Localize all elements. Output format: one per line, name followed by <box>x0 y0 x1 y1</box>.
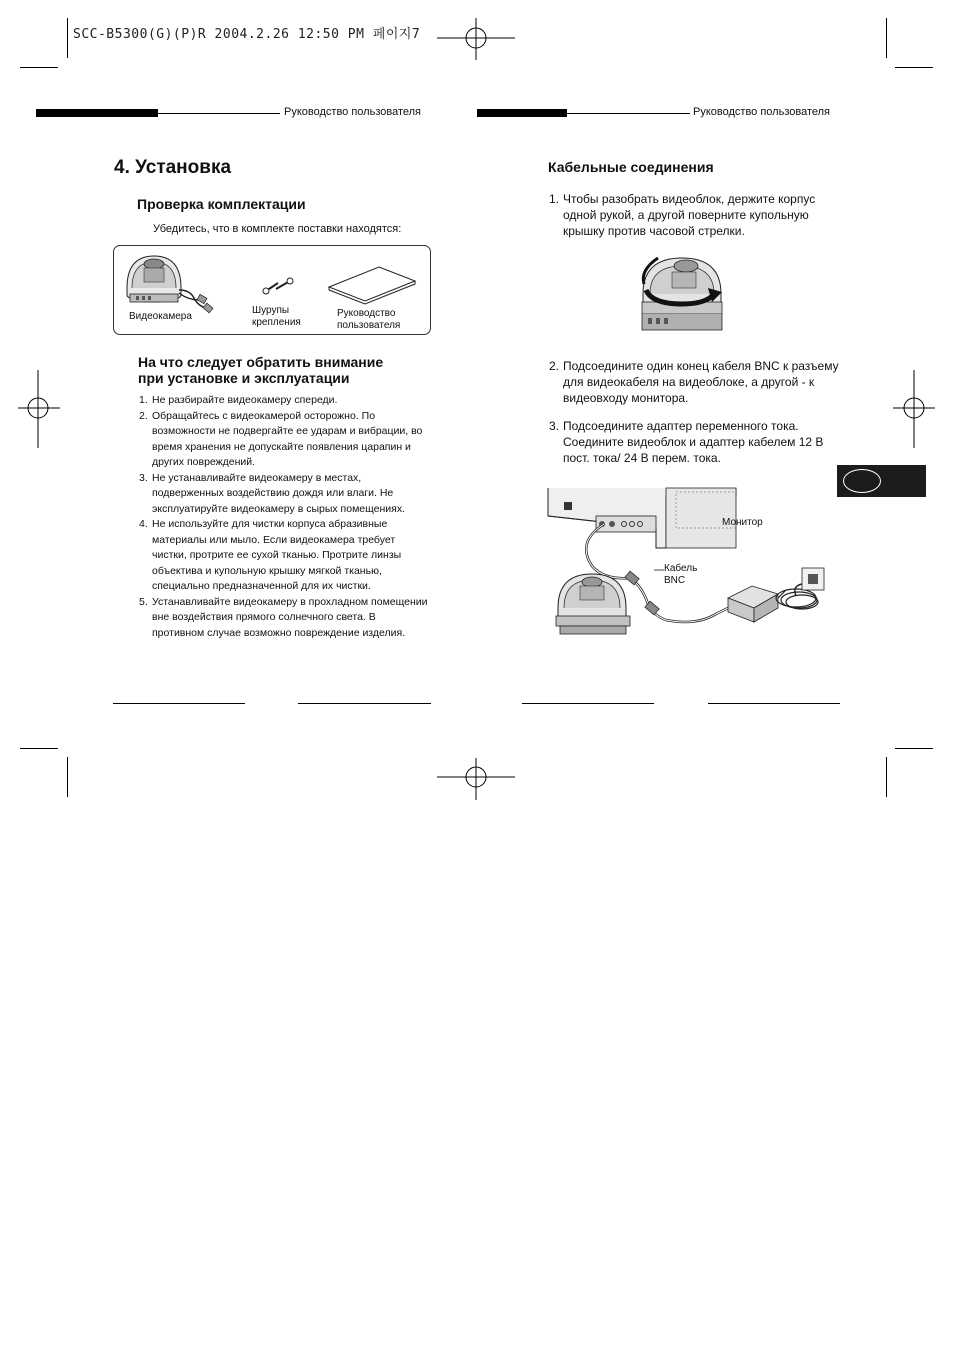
chapter-tab-oval <box>843 469 881 493</box>
list-item: 1. Не разбирайте видеокамеру спереди. <box>139 394 338 406</box>
chapter-tab <box>837 465 926 497</box>
section-heading-notes <box>138 354 383 386</box>
steps-list-2 <box>549 358 839 406</box>
item-label-manual: Руководство пользователя <box>337 308 401 331</box>
registration-mark-icon <box>18 370 60 448</box>
list-item: 2. Подсоедините один конец кабеля BNC к разъему для видеокабеля на видеоблоке, а другой - к видеовходу монитора. <box>549 359 839 405</box>
monitor-label: Монитор <box>722 517 763 528</box>
bnc-cable-label <box>664 563 697 587</box>
header-rule <box>158 113 280 114</box>
item-label-screws: Шурупы крепления <box>252 305 301 328</box>
section-heading-check: Проверка комплектации <box>137 196 306 212</box>
section-heading-cables: Кабельные соединения <box>548 159 714 175</box>
bnc-cable-label-line1: Кабель <box>664 563 698 574</box>
print-slug: SCC-B5300(G)(P)R 2004.2.26 12:50 PM 페이지7 <box>73 27 421 42</box>
list-item: 1. Чтобы разобрать видеоблок, держите корпус одной рукой, а другой поверните купольную крышку против часовой стрелки. <box>549 192 816 238</box>
footer-rule <box>522 703 654 704</box>
list-item: 3. Подсоедините адаптер переменного тока. Соедините видеоблок и адаптер кабелем 12 В пост. тока/ 24 В перем. тока. <box>549 419 824 465</box>
item-label-camera: Видеокамера <box>129 311 192 322</box>
monitor-icon <box>548 488 736 548</box>
header-rule <box>567 113 690 114</box>
notes-heading-line2: при установке и эксплуатации <box>138 370 350 386</box>
footer-rule <box>708 703 840 704</box>
list-item: 5. Устанавливайте видеокамеру в прохладном помещении вне воздействия прямого солнечного света. В противном случае возможно повреждение изделия. <box>139 595 428 639</box>
list-item: 3. Не устанавливайте видеокамеру в местах, подверженных воздействию дождя или влаги. Не эксплуатируйте видеокамеру в сырых помещениях. <box>139 471 405 515</box>
dome-camera-icon <box>124 250 216 318</box>
crop-mark <box>886 757 887 797</box>
screws-icon <box>262 277 294 297</box>
notes-heading-line1: На что следует обратить внимание <box>138 354 384 370</box>
crop-mark <box>886 18 887 58</box>
crop-mark <box>67 18 68 58</box>
manual-icon <box>327 263 417 305</box>
check-intro: Убедитесь, что в комплекте поставки находятся: <box>153 223 402 235</box>
footer-rule <box>298 703 431 704</box>
dome-camera-icon <box>556 574 630 634</box>
crop-mark <box>895 748 933 749</box>
dome-rotate-icon <box>638 250 730 342</box>
header-bar <box>36 109 158 117</box>
list-item: 4. Не используйте для чистки корпуса абразивные материалы или мыло. Если видеокамера требует чистки, протрите ее сухой тканью. Протрите линзы объектива и купольную крышку мягкой тканью, специально предназначенной для их чистки. <box>139 518 402 592</box>
crop-mark <box>67 757 68 797</box>
crop-mark <box>20 67 58 68</box>
steps-list-3 <box>549 418 839 466</box>
registration-mark-icon <box>437 758 517 800</box>
steps-list-1 <box>549 191 839 239</box>
ac-adapter-icon <box>728 586 778 622</box>
crop-mark <box>895 67 933 68</box>
notes-list <box>139 393 429 641</box>
bnc-cable-label-line2: BNC <box>664 575 686 586</box>
crop-mark <box>20 748 58 749</box>
running-header-left: Руководство пользователя <box>284 106 421 118</box>
list-item: 2. Обращайтесь с видеокамерой осторожно. По возможности не подвергайте ее ударам и вибрации, во время хранения не допускайте появления царапин и других повреждений. <box>139 409 423 468</box>
running-header-right: Руководство пользователя <box>693 106 830 118</box>
registration-mark-icon <box>437 18 517 60</box>
footer-rule <box>113 703 245 704</box>
page-title: 4. Установка <box>114 157 232 178</box>
header-bar <box>477 109 567 117</box>
registration-mark-icon <box>893 370 935 448</box>
